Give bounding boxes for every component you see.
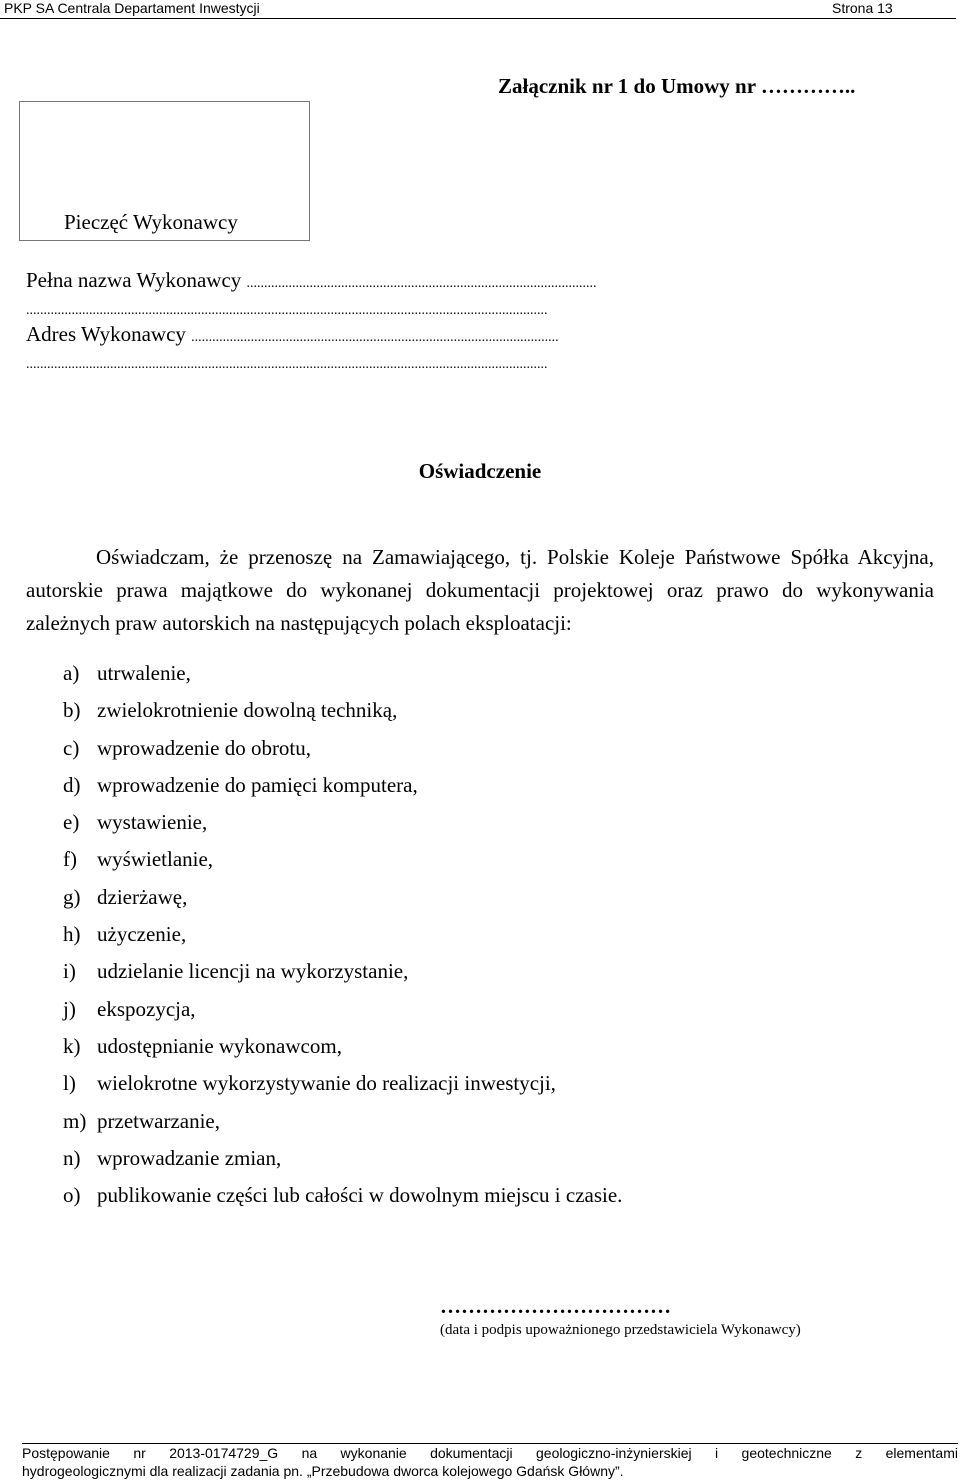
list-item (63, 730, 622, 767)
contractor-fields (26, 267, 826, 375)
list-item (63, 804, 622, 841)
list-item (63, 1065, 622, 1102)
page-header (0, 0, 956, 19)
list-item-marker: l) (63, 1071, 76, 1096)
contractor-name-label: Pełna nazwa Wykonawcy (26, 268, 242, 292)
list-item-text: użyczenie, (97, 922, 187, 947)
contractor-name-dots-2: ..................................................................................................................................................... (26, 303, 548, 318)
list-item-marker: k) (63, 1033, 81, 1058)
list-item-text: wprowadzanie zmian, (97, 1145, 282, 1170)
list-item-marker: j) (63, 996, 76, 1021)
list-item-text: udzielanie licencji na wykorzystanie, (97, 959, 409, 984)
annex-title: Załącznik nr 1 do Umowy nr ………….. (498, 74, 856, 98)
contractor-address-label: Adres Wykonawcy (26, 322, 186, 346)
footer-line-2: hydrogeologicznymi dla realizacji zadania pn. „Przebudowa dworca kolejowego Gdańsk Główny”. (22, 1463, 624, 1479)
statement-paragraph (26, 541, 934, 640)
list-item-marker: a) (63, 661, 80, 685)
list-item-marker: g) (63, 884, 81, 909)
list-item-text: przetwarzanie, (97, 1108, 220, 1133)
list-item (63, 767, 622, 804)
list-item-marker: o) (63, 1183, 81, 1208)
list-item-marker: n) (63, 1145, 81, 1170)
exploitation-fields-list (63, 655, 622, 1214)
list-item-marker: f) (63, 847, 77, 872)
list-item-text: dzierżawę, (97, 884, 188, 909)
list-item-marker: d) (63, 772, 81, 797)
contractor-name-row-2 (26, 294, 826, 321)
list-item (63, 1140, 622, 1177)
signature-line: …………………………… (440, 1294, 671, 1318)
list-item (63, 1103, 622, 1140)
list-item-text: wielokrotne wykorzystywanie do realizacji inwestycji, (97, 1071, 556, 1096)
header-page-number: Strona 13 (832, 0, 893, 16)
list-item (63, 1028, 622, 1065)
list-item (63, 841, 622, 878)
list-item-marker: i) (63, 959, 76, 984)
contractor-address-row-2 (26, 348, 826, 375)
list-item (63, 953, 622, 990)
list-item-text: wprowadzenie do obrotu, (97, 735, 312, 760)
list-item-text: zwielokrotnienie dowolną techniką, (97, 698, 398, 723)
contractor-name-dots: .................................................................................................... (246, 276, 597, 291)
list-item-marker: c) (63, 735, 80, 760)
list-item-text: wystawienie, (97, 810, 208, 835)
list-item-text: utrwalenie, (97, 661, 191, 685)
list-item (63, 991, 622, 1028)
list-item-text: wprowadzenie do pamięci komputera, (97, 772, 418, 797)
page-footer (22, 1443, 958, 1480)
signature-caption: (data i podpis upoważnionego przedstawiciela Wykonawcy) (440, 1322, 801, 1338)
list-item-marker: m) (63, 1108, 87, 1133)
statement-text: Oświadczam, że przenoszę na Zamawiającego, tj. Polskie Koleje Państwowe Spółka Akcyjna, autorskie prawa majątkowe do wykonanej dokumentacji projektowej oraz prawo do wykonywania zależnych praw autorskich na następujących polach eksploatacji: (26, 545, 934, 635)
list-item-marker: h) (63, 922, 81, 947)
contractor-address-dots-2: ..................................................................................................................................................... (26, 357, 548, 372)
stamp-label: Pieczęć Wykonawcy (64, 210, 238, 234)
list-item (63, 655, 622, 692)
header-organization: PKP SA Centrala Departament Inwestycji (4, 0, 260, 16)
list-item (63, 1177, 622, 1214)
footer-line-1: Postępowanie nr 2013-0174729_G na wykonanie dokumentacji geologiczno-inżynierskiej i geotechniczne z elementami (22, 1445, 958, 1461)
list-item-text: udostępnianie wykonawcom, (97, 1033, 342, 1058)
list-item (63, 916, 622, 953)
list-item-marker: b) (63, 698, 81, 723)
list-item-text: publikowanie części lub całości w dowolnym miejscu i czasie. (97, 1183, 623, 1208)
contractor-address-dots: ......................................................................................................... (191, 330, 559, 345)
contractor-name-row (26, 267, 826, 294)
list-item (63, 879, 622, 916)
list-item-text: ekspozycja, (97, 996, 196, 1021)
contractor-address-row (26, 321, 826, 348)
list-item-marker: e) (63, 810, 80, 835)
list-item (63, 692, 622, 729)
list-item-text: wyświetlanie, (97, 847, 214, 872)
statement-title: Oświadczenie (418, 459, 542, 483)
